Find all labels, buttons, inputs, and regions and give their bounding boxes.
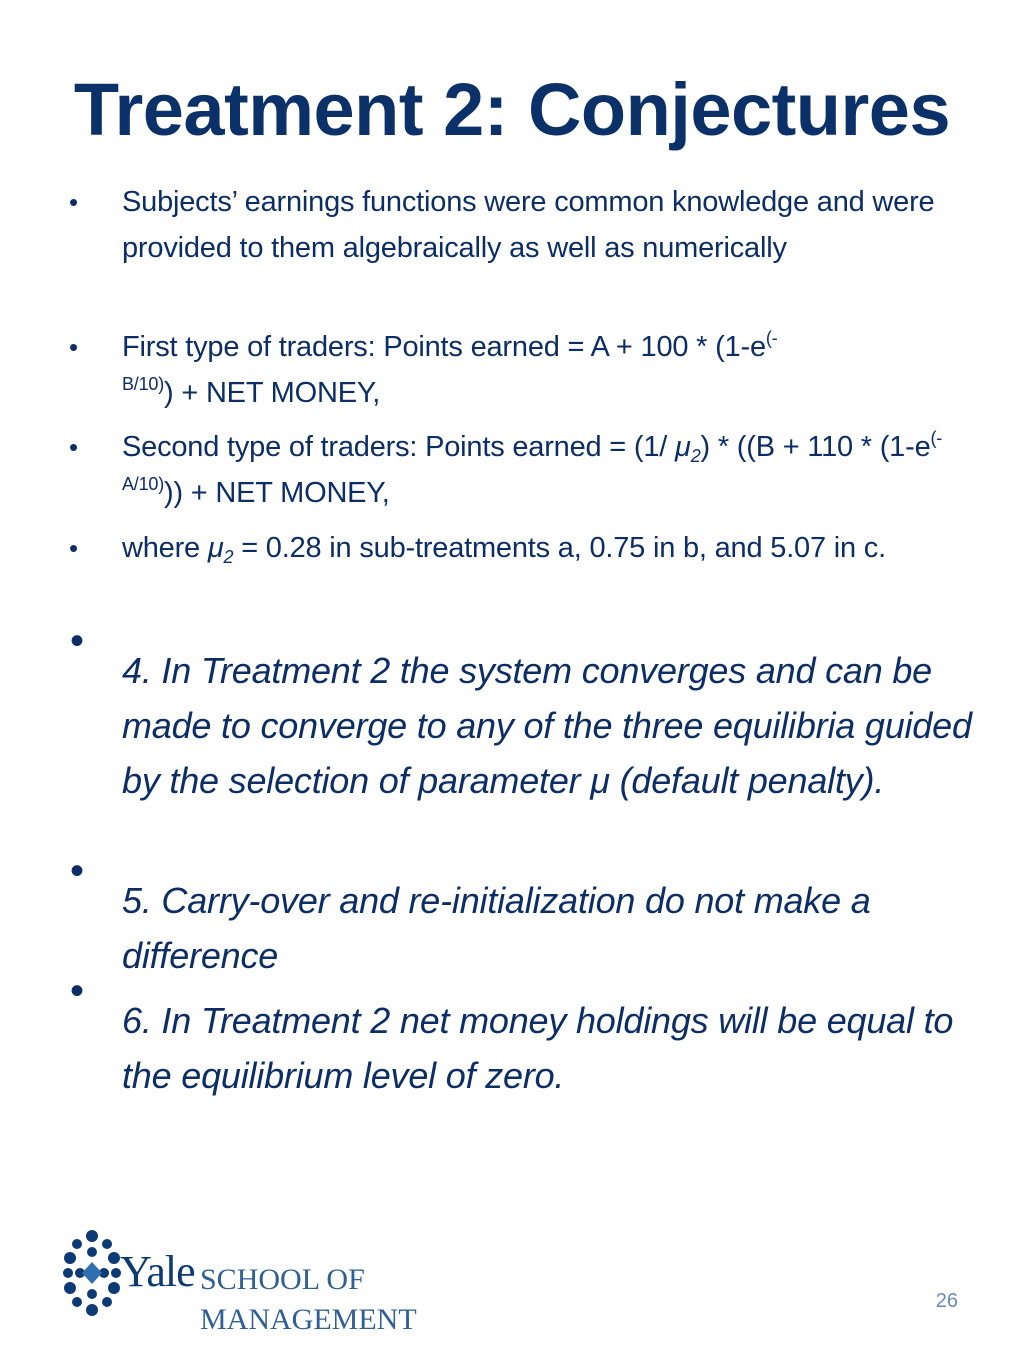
formula-part: where	[122, 532, 208, 564]
slide-title: Treatment 2: Conjectures	[73, 68, 951, 151]
bullet-item	[69, 424, 972, 516]
bullet-item-conjecture	[70, 619, 972, 808]
conjecture-text: 4. In Treatment 2 the system converges and can be made to converge to any of the three equilibria guided by the selection of parameter μ (default penalty).	[122, 650, 972, 801]
exponent: (-	[765, 328, 778, 348]
bullet-dot: •	[70, 619, 85, 663]
formula-part: = 0.28 in sub-treatments a, 0.75 in b, and 5.07 in c.	[233, 532, 886, 564]
formula-part: ) * ((B + 110 * (1-e	[700, 431, 931, 463]
bullet-item	[69, 324, 972, 416]
bullet-item	[69, 179, 972, 271]
formula-part: )) + NET MONEY,	[164, 477, 390, 509]
page-number: 26	[935, 1290, 958, 1312]
mu-symbol: μ	[675, 431, 691, 463]
yale-som-logo	[62, 1228, 522, 1336]
bullet-dot: •	[70, 849, 85, 893]
bullet-dot: •	[70, 969, 85, 1013]
exponent: (-A/10)	[122, 428, 943, 494]
bullet-text	[122, 424, 972, 516]
formula-part: ) + NET MONEY,	[164, 377, 381, 409]
conjecture-text: 5. Carry-over and re-initialization do not make a difference	[122, 880, 871, 976]
conjecture-text: 6. In Treatment 2 net money holdings will be equal to the equilibrium level of zero.	[122, 1000, 954, 1096]
bullet-text	[122, 324, 972, 416]
bullet-item-conjecture	[70, 849, 972, 983]
bullet-text: Subjects’ earnings functions were common knowledge and were provided to them algebraically as well as numerically	[122, 186, 935, 264]
subscript: 2	[690, 446, 701, 466]
bullet-dot: •	[69, 533, 79, 563]
bullet-text	[122, 525, 972, 571]
school-of-management-wordmark: SCHOOL OF MANAGEMENT	[200, 1263, 417, 1336]
yale-wordmark: Yale	[120, 1247, 195, 1296]
bullet-dot: •	[69, 332, 79, 362]
exponent: B/10)	[122, 374, 165, 394]
yale-emblem-icon	[62, 1228, 122, 1318]
formula-part: Second type of traders: Points earned = (1/	[122, 431, 676, 463]
subscript: 2	[223, 547, 234, 567]
formula-part: First type of traders: Points earned = A + 100 * (1-e	[122, 331, 766, 363]
bullet-dot: •	[69, 187, 79, 217]
bullet-item-conjecture	[70, 969, 972, 1103]
mu-symbol: μ	[207, 532, 224, 564]
bullet-item	[69, 525, 972, 571]
bullet-dot: •	[69, 432, 79, 462]
